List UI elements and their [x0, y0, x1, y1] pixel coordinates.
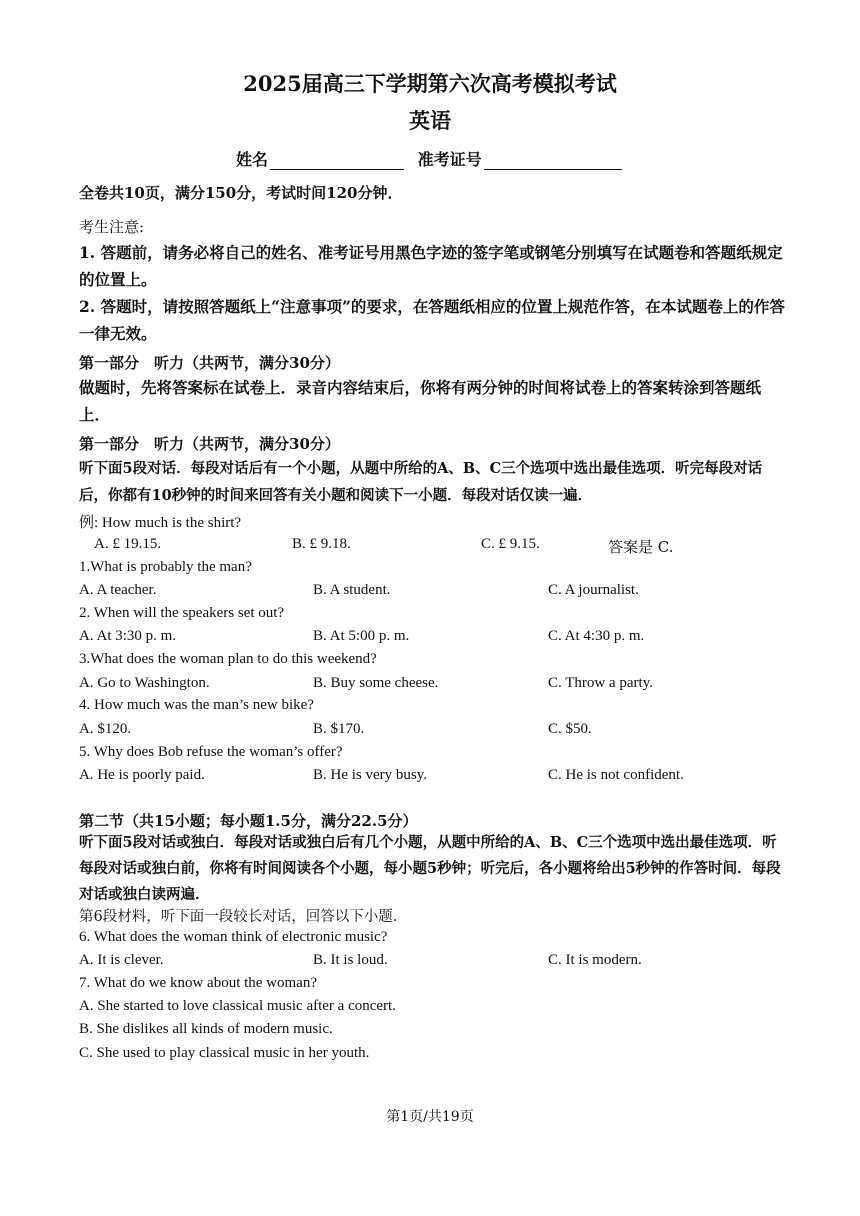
question-option-b: B. Buy some cheese. [313, 675, 439, 691]
material-6-note: 第6段材料，听下面一段较长对话，回答以下小题． [79, 909, 408, 925]
notice-2: 2. 答题时，请按照答题纸上“注意事项”的要求，在答题纸相应的位置上规范作答，在本试题卷上的作答一律无效。 [79, 297, 785, 343]
section2-instruction: 听下面5段对话或独白．每段对话或独白后有几个小题，从题中所给的A、B、C三个选项中选出最佳选项．听每段对话或独白前，你将有时间阅读各个小题，每小题5秒钟；听完后，各小题将给出5秒钟的作答时间．每段对话或独白读两遍． [79, 834, 781, 903]
name-label: 姓名 [236, 150, 269, 169]
question-text: 2. When will the speakers set out? [79, 605, 285, 621]
question-7-option-a: A. She started to love classical music after a concert. [79, 998, 396, 1014]
question-option-b: B. At 5:00 p. m. [313, 628, 410, 644]
question-option-b: B. $170. [313, 721, 365, 737]
question-option-a: A. Go to Washington. [79, 675, 210, 691]
question-option-b: B. A student. [313, 582, 391, 598]
question-text: 4. How much was the man’s new bike? [79, 697, 314, 713]
example-option-a: A. £ 19.15. [94, 536, 162, 552]
question-option-c: C. $50. [548, 721, 592, 737]
question-6-option-b: B. It is loud. [313, 952, 388, 968]
question-text: 5. Why does Bob refuse the woman’s offer? [79, 744, 343, 760]
question-option-c: C. He is not confident. [548, 767, 684, 783]
question-text: 3.What does the woman plan to do this weekend? [79, 651, 377, 667]
question-text: 1.What is probably the man? [79, 559, 252, 575]
question-6-text: 6. What does the woman think of electronic music? [79, 929, 388, 945]
question-7-text: 7. What do we know about the woman? [79, 975, 318, 991]
section1-instruction: 听下面5段对话．每段对话后有一个小题，从题中所给的A、B、C三个选项中选出最佳选项．听完每段对话后，你都有10秒钟的时间来回答有关小题和阅读下一小题．每段对话仅读一遍． [79, 460, 763, 504]
question-option-c: C. A journalist. [548, 582, 639, 598]
example-option-c: C. £ 9.15. [481, 536, 540, 552]
page-number: 第1页/共19页 [386, 1109, 474, 1125]
notice-heading: 考生注意: [79, 218, 145, 236]
example-answer: 答案是 C. [608, 538, 674, 556]
id-label: 准考证号 [417, 150, 482, 169]
question-option-a: A. He is poorly paid. [79, 767, 205, 783]
question-option-c: C. At 4:30 p. m. [548, 628, 645, 644]
part1-heading-repeat: 第一部分 听力（共两节，满分30分） [79, 435, 340, 453]
section2-heading: 第二节（共15小题；每小题1.5分，满分22.5分） [79, 812, 418, 830]
part1-heading: 第一部分 听力（共两节，满分30分） [79, 354, 340, 372]
question-6-option-a: A. It is clever. [79, 952, 164, 968]
subject-title: 英语 [409, 108, 451, 133]
exam-summary: 全卷共10页，满分150分，考试时间120分钟． [79, 184, 403, 202]
question-7-option-c: C. She used to play classical music in her youth. [79, 1045, 370, 1061]
notice-1: 1. 答题前，请务必将自己的姓名、准考证号用黑色字迹的签字笔或钢笔分别填写在试题卷和答题纸规定的位置上。 [79, 243, 783, 289]
question-option-a: A. At 3:30 p. m. [79, 628, 177, 644]
example-question: 例: How much is the shirt? [79, 515, 242, 531]
name-blank [270, 151, 404, 170]
question-7-option-b: B. She dislikes all kinds of modern music. [79, 1021, 333, 1037]
example-option-b: B. £ 9.18. [292, 536, 351, 552]
question-6-option-c: C. It is modern. [548, 952, 642, 968]
question-option-a: A. A teacher. [79, 582, 157, 598]
question-option-c: C. Throw a party. [548, 675, 653, 691]
part1-instruction: 做题时，先将答案标在试卷上．录音内容结束后，你将有两分钟的时间将试卷上的答案转涂到答题纸上． [79, 378, 762, 424]
question-option-b: B. He is very busy. [313, 767, 428, 783]
exam-title: 2025届高三下学期第六次高考模拟考试 [243, 71, 617, 96]
question-option-a: A. $120. [79, 721, 132, 737]
candidate-info [236, 147, 860, 170]
id-blank [484, 151, 622, 170]
